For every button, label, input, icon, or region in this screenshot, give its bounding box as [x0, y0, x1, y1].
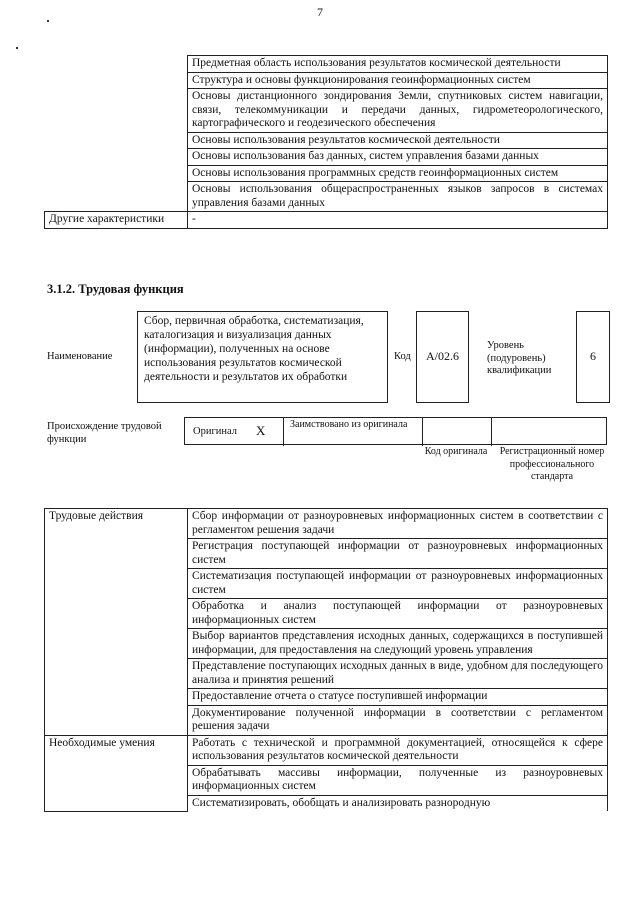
knowledge-item: Основы дистанционного зондирования Земли, спутниковых систем навигации, связи, телекоммуникации и передачи данных, гидрометеорологического, картографического и геодезического обеспечения: [188, 89, 608, 133]
origin-box: [184, 417, 607, 445]
origin-label: Происхождение трудовой функции: [47, 421, 162, 445]
action-item: Документирование полученной информации в соответствии с регламентом решения задачи: [188, 705, 608, 735]
table-row: [45, 212, 608, 229]
original-label: Оригинал: [193, 426, 237, 437]
table-row: [45, 509, 608, 539]
divider: [283, 418, 284, 446]
action-item: Обработка и анализ поступающей информации от разноуровневых информационных систем: [188, 599, 608, 629]
code-value: A/02.6: [426, 349, 459, 363]
original-mark: X: [256, 423, 266, 438]
divider: [422, 418, 423, 446]
level-label: Уровень (подуровень) квалификации: [487, 340, 552, 376]
other-characteristics-value: -: [188, 212, 608, 229]
knowledge-item: Основы использования общераспространенных языков запросов в системах управления базами данных: [188, 182, 608, 212]
divider: [491, 418, 492, 446]
level-value: 6: [590, 349, 596, 363]
knowledge-item: Основы использования результатов космической деятельности: [188, 132, 608, 149]
scan-speck: [16, 47, 18, 49]
code-box: [416, 311, 469, 403]
skill-item: Обрабатывать массивы информации, полученные из разноуровневых информационных систем: [188, 765, 608, 795]
skills-label: Необходимые умения: [45, 735, 188, 811]
knowledge-item: Основы использования баз данных, систем управления базами данных: [188, 149, 608, 166]
function-name-box: [137, 311, 388, 403]
actions-label: Трудовые действия: [45, 509, 188, 736]
action-item: Регистрация поступающей информации от разноуровневых информационных систем: [188, 539, 608, 569]
other-characteristics-label: Другие характеристики: [45, 212, 188, 229]
skill-item: Систематизировать, обобщать и анализировать разнородную: [188, 795, 608, 811]
knowledge-item: Основы использования программных средств геоинформационных систем: [188, 165, 608, 182]
level-box: [576, 311, 610, 403]
knowledge-item: Структура и основы функционирования геоинформационных систем: [188, 72, 608, 89]
name-label: Наименование: [47, 351, 113, 362]
action-item: Систематизация поступающей информации от разноуровневых информационных систем: [188, 569, 608, 599]
scan-speck: [47, 20, 49, 22]
borrowed-label: Заимствовано из оригинала: [290, 419, 408, 430]
action-item: Сбор информации от разноуровневых информационных систем в соответствии с регламентом решения задачи: [188, 509, 608, 539]
registration-number-caption: Регистрационный номер профессионального стандарта: [499, 446, 605, 482]
function-name: Сбор, первичная обработка, систематизация, каталогизация и визуализация данных (информации), полученных на основе использования результатов космической деятельности и результатов их обработки: [144, 315, 364, 383]
section-heading: 3.1.2. Трудовая функция: [47, 282, 184, 296]
table-row: [45, 735, 608, 765]
skill-item: Работать с технической и программной документацией, относящейся к сфере использования результатов космической деятельности: [188, 735, 608, 765]
code-original-caption: Код оригинала: [424, 446, 488, 457]
labor-actions-table: [44, 508, 608, 812]
action-item: Представление поступающих исходных данных в виде, удобном для последующего анализа и принятия решений: [188, 659, 608, 689]
table-row: [45, 56, 608, 73]
knowledge-item: Предметная область использования результатов космической деятельности: [188, 56, 608, 73]
code-label: Код: [394, 351, 411, 362]
action-item: Предоставление отчета о статусе поступившей информации: [188, 689, 608, 706]
action-item: Выбор вариантов представления исходных данных, содержащихся в поступившей информации, для предоставления на следующий уровень управления: [188, 629, 608, 659]
page-number: 7: [317, 5, 323, 19]
empty-label-cell: [45, 56, 188, 212]
knowledge-table: [44, 55, 608, 229]
